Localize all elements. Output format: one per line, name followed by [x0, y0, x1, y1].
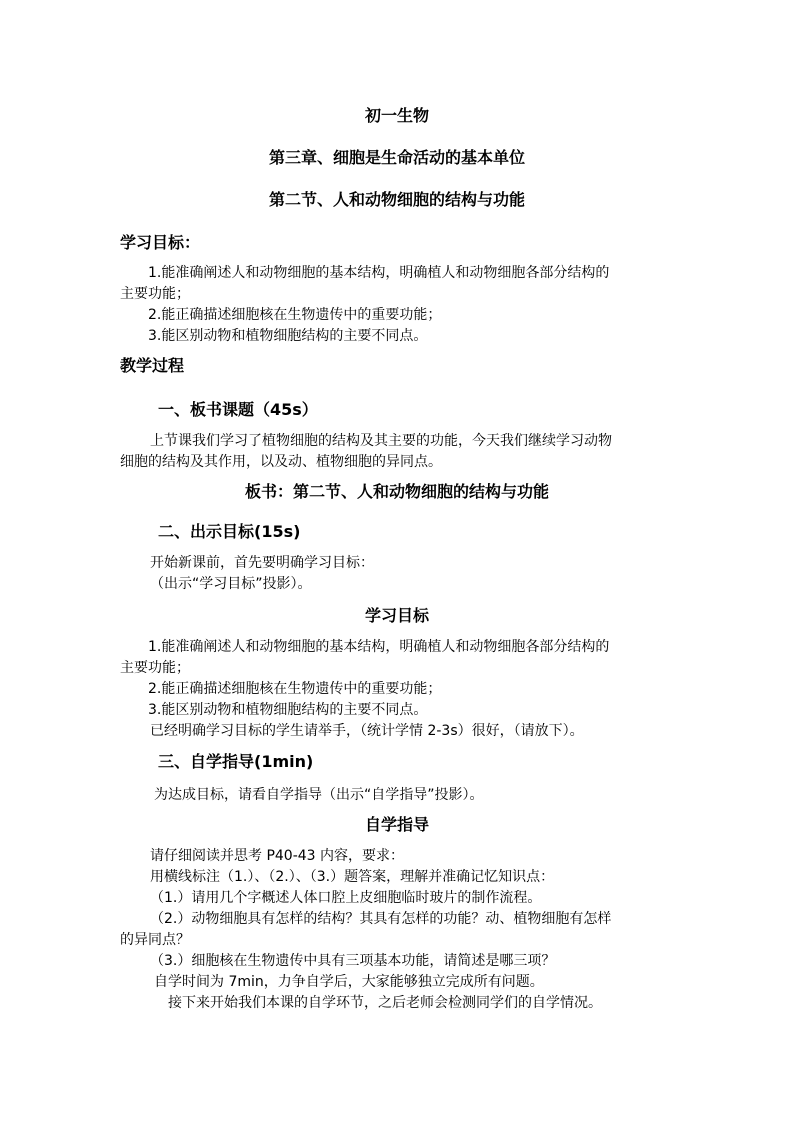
goal2-line: 已经明确学习目标的学生请举手，（统计学情 2-3s）很好，（请放下）。	[150, 723, 584, 739]
section-2-text: 开始新课前，首先要明确学习目标：	[150, 555, 374, 571]
section-1-text: 上节课我们学习了植物细胞的结构及其主要的功能，今天我们继续学习动物	[150, 433, 612, 449]
guide-line: 接下来开始我们本课的自学环节，之后老师会检测同学们的自学情况。	[168, 995, 602, 1011]
goal2-line: 主要功能；	[120, 660, 190, 676]
guide-line: （1.）请用几个字概述人体口腔上皮细胞临时玻片的制作流程。	[150, 890, 542, 906]
guide-line: 的异同点？	[120, 932, 190, 948]
guide-heading: 自学指导	[364, 815, 429, 834]
process-heading: 教学过程	[120, 356, 185, 375]
board-text: 板书：第二节、人和动物细胞的结构与功能	[244, 482, 549, 501]
goal-line: 3.能区别动物和植物细胞结构的主要不同点。	[148, 328, 428, 344]
section-1-heading: 一、板书课题（45s）	[158, 400, 318, 419]
goal2-line: 3.能区别动物和植物细胞结构的主要不同点。	[148, 702, 428, 718]
section-3-text: 为达成目标，请看自学指导（出示“自学指导”投影）。	[154, 787, 484, 803]
goal-line: 主要功能；	[120, 286, 190, 302]
guide-line: 请仔细阅读并思考 P40-43 内容，要求：	[150, 848, 405, 864]
goal-line: 2.能正确描述细胞核在生物遗传中的重要功能；	[148, 307, 442, 323]
guide-line: （2.）动物细胞具有怎样的结构？其具有怎样的功能？动、植物细胞有怎样	[150, 911, 612, 927]
guide-line: 自学时间为 7min，力争自学后，大家能够独立完成所有问题。	[154, 974, 544, 990]
section-2-text: （出示“学习目标”投影）。	[150, 576, 312, 592]
section-3-heading: 三、自学指导(1min)	[158, 752, 314, 771]
doc-chapter-title: 第三章、细胞是生命活动的基本单位	[268, 148, 525, 167]
goal-line: 1.能准确阐述人和动物细胞的基本结构，明确植人和动物细胞各部分结构的	[148, 265, 610, 281]
doc-subject-title: 初一生物	[364, 106, 429, 125]
doc-section-title: 第二节、人和动物细胞的结构与功能	[268, 190, 525, 209]
guide-line: （3.）细胞核在生物遗传中具有三项基本功能，请简述是哪三项？	[150, 953, 556, 969]
section-2-heading: 二、出示目标(15s)	[158, 522, 301, 541]
section-1-text: 细胞的结构及其作用，以及动、植物细胞的异同点。	[120, 454, 442, 470]
goals-heading: 学习目标：	[120, 233, 201, 252]
goals2-heading: 学习目标	[364, 606, 429, 625]
goal2-line: 1.能准确阐述人和动物细胞的基本结构，明确植人和动物细胞各部分结构的	[148, 639, 610, 655]
guide-line: 用横线标注（1.）、（2.）、（3.）题答案，理解并准确记忆知识点：	[150, 869, 555, 885]
goal2-line: 2.能正确描述细胞核在生物遗传中的重要功能；	[148, 681, 442, 697]
